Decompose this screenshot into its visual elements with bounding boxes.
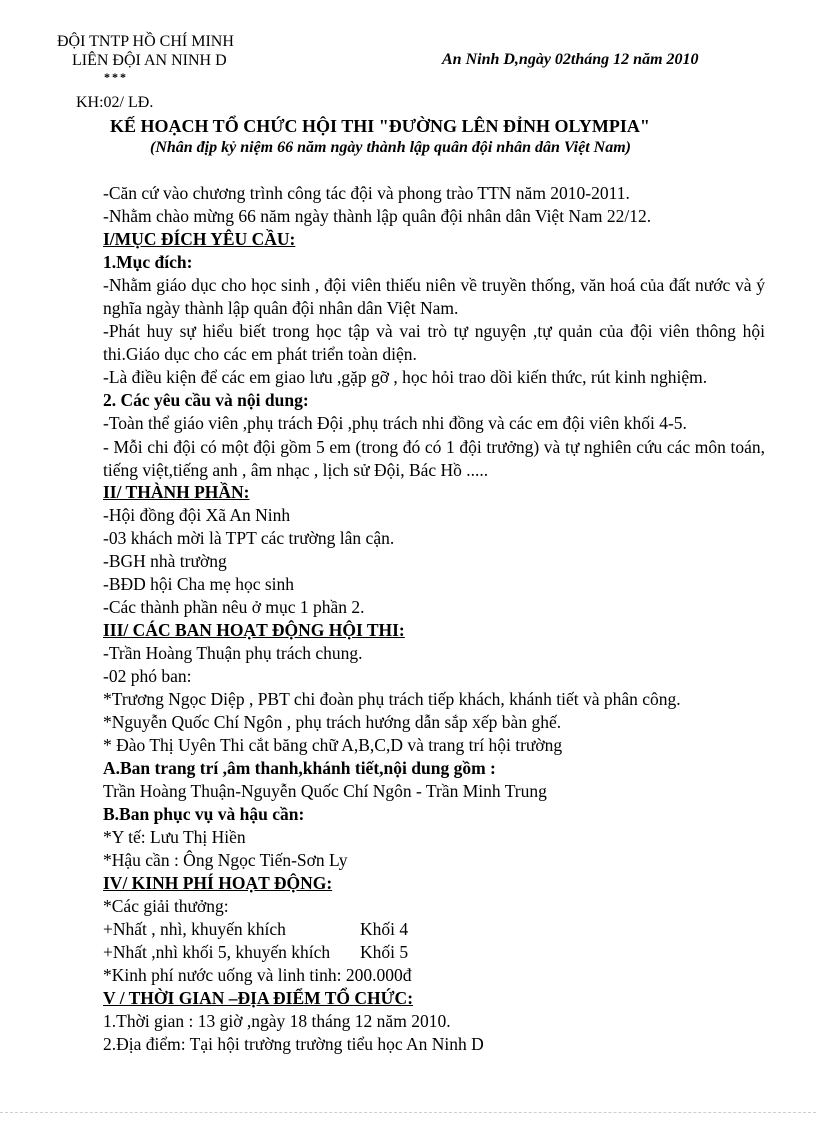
section-3-item: -02 phó ban: [103,666,192,686]
section-1-heading: I/MỤC ĐÍCH YÊU CẦU: [103,229,296,249]
section-4-heading: IV/ KINH PHÍ HOẠT ĐỘNG: [103,873,333,893]
section-5-time: 1.Thời gian : 13 giờ ,ngày 18 tháng 12 năm 2010. [103,1011,451,1031]
section-2-item: -BGH nhà trường [103,551,227,571]
section-2-item: -Hội đồng đội Xã An Ninh [103,505,291,525]
section-4-row-1-right: Khối 4 [360,919,409,939]
section-2-item: -Các thành phần nêu ở mục 1 phần 2. [103,597,365,617]
section-5-place: 2.Địa điểm: Tại hội trường trường tiểu học An Ninh D [103,1034,484,1054]
document-title: KẾ HOẠCH TỔ CHỨC HỘI THI "ĐƯỜNG LÊN ĐỈNH OLYMPIA" [110,116,650,136]
section-1-para-3: -Là điều kiện để các em giao lưu ,gặp gỡ , học hỏi trao dồi kiến thức, rút kinh nghiệm. [103,367,708,387]
section-2-heading: II/ THÀNH PHẦN: [103,482,250,502]
document-code: KH:02/ LĐ. [76,94,154,111]
section-1-para-2: -Phát huy sự hiểu biết trong học tập và vai trò tự nguyện ,tự quản của đội viên thông hội thi.Giáo dục cho các em phát triển toàn diện. [103,321,765,364]
section-3-heading: III/ CÁC BAN HOẠT ĐỘNG HỘI THI: [103,620,405,640]
section-1-sub-2: 2. Các yêu cầu và nội dung: [103,390,309,410]
org-line-1: ĐỘI TNTP HỒ CHÍ MINH [57,33,234,50]
section-3-sub-b-item: *Y tế: Lưu Thị Hiền [103,827,246,847]
section-1-para-5: - Mỗi chi đội có một đội gồm 5 em (trong đó có 1 đội trưởng) và tự nghiên cứu các môn toán, tiếng việt,tiếng anh , âm nhạc , lịch sử Đội, Bác Hồ ..... [103,437,765,480]
section-1-sub-1: 1.Mục đích: [103,252,193,272]
section-5-heading: V / THỜI GIAN –ĐỊA ĐIỂM TỔ CHỨC: [103,988,414,1008]
document-subtitle: (Nhân địp kỷ niệm 66 năm ngày thành lập quân đội nhân dân Việt Nam) [150,139,631,156]
section-4-line-4: *Kinh phí nước uống và linh tinh: 200.000đ [103,965,412,985]
section-3-sub-b-item: *Hậu cần : Ông Ngọc Tiến-Sơn Ly [103,850,348,870]
section-4-row-1-left: +Nhất , nhì, khuyến khích [103,919,286,939]
org-line-2: LIÊN ĐỘI AN NINH D [72,52,227,69]
section-3-sub-a-text: Trần Hoàng Thuận-Nguyễn Quốc Chí Ngôn - Trần Minh Trung [103,781,547,801]
document-date: An Ninh D,ngày 02tháng 12 năm 2010 [442,51,699,68]
section-2-item: -BĐD hội Cha mẹ học sinh [103,574,295,594]
section-1-para-1: -Nhằm giáo dục cho học sinh , đội viên thiếu niên về truyền thống, văn hoá của đất nước và ý nghĩa ngày thành lập quân đội nhân dân Việt Nam. [103,275,765,318]
section-3-sub-a: A.Ban trang trí ,âm thanh,khánh tiết,nội dung gồm : [103,758,496,778]
section-3-item: -Trần Hoàng Thuận phụ trách chung. [103,643,363,663]
section-4-row-2-right: Khối 5 [360,942,409,962]
section-3-sub-b: B.Ban phục vụ và hậu cần: [103,804,305,824]
section-3-item: *Nguyễn Quốc Chí Ngôn , phụ trách hướng dẫn sắp xếp bàn ghế. [103,712,562,732]
section-1-para-4: -Toàn thể giáo viên ,phụ trách Đội ,phụ trách nhi đồng và các em đội viên khối 4-5. [103,413,687,433]
section-4-line-1: *Các giải thưởng: [103,896,229,916]
stars-divider: *** [104,70,128,84]
section-3-item: * Đào Thị Uyên Thi cắt băng chữ A,B,C,D và trang trí hội trường [103,735,563,755]
page-break-divider [0,1112,816,1113]
section-4-row-2-left: +Nhất ,nhì khối 5, khuyến khích [103,942,331,962]
section-3-item: *Trương Ngọc Diệp , PBT chi đoàn phụ trách tiếp khách, khánh tiết và phân công. [103,689,681,709]
intro-line-1: -Căn cứ vào chương trình công tác đội và phong trào TTN năm 2010-2011. [103,183,630,203]
intro-line-2: -Nhằm chào mừng 66 năm ngày thành lập quân đội nhân dân Việt Nam 22/12. [103,206,652,226]
section-2-item: -03 khách mời là TPT các trường lân cận. [103,528,395,548]
